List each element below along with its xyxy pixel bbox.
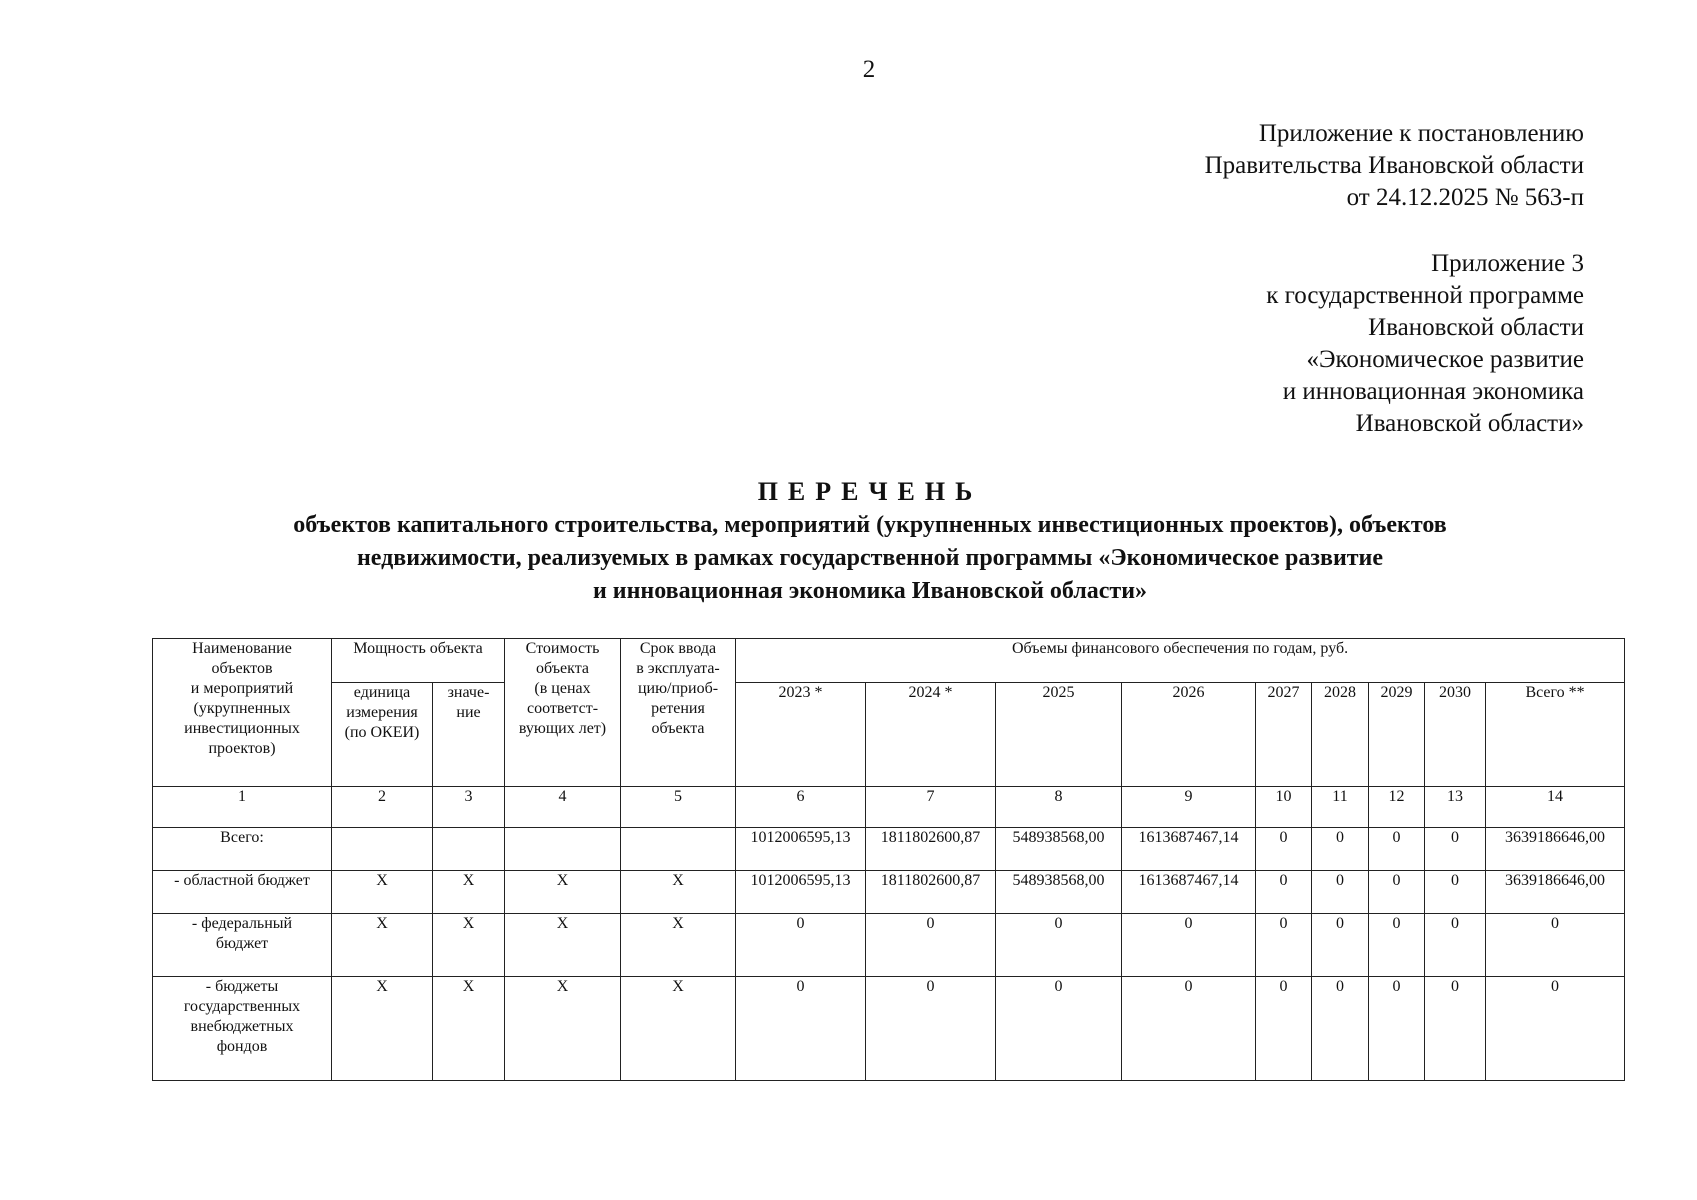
table-row: [153, 977, 1625, 1081]
annex-line: Ивановской области: [1368, 314, 1584, 341]
column-number: 4: [505, 787, 621, 828]
cell-line: Стоимость: [525, 640, 600, 657]
header-value: [433, 683, 505, 787]
table-cell: 0: [1312, 828, 1369, 871]
cell-line: - бюджеты: [205, 978, 279, 995]
cell-line: объекта: [536, 660, 589, 677]
table-row: [153, 871, 1625, 914]
cell-line: бюджет: [215, 935, 269, 952]
cell-line: Всего:: [220, 829, 264, 846]
cell-line: ние: [456, 704, 481, 721]
table-cell: Х: [505, 871, 621, 914]
column-number: 5: [621, 787, 736, 828]
column-number: 14: [1486, 787, 1625, 828]
table-cell: Х: [621, 977, 736, 1081]
title-line: и инновационная экономика Ивановской области»: [592, 578, 1148, 604]
table-cell: 0: [1486, 914, 1625, 977]
table-cell: Х: [332, 871, 433, 914]
header-cost: [505, 639, 621, 787]
table-cell: Х: [621, 914, 736, 977]
table-cell: [621, 828, 736, 871]
row-name: [153, 828, 332, 871]
table-cell: 0: [866, 977, 996, 1081]
table-cell: 0: [1256, 828, 1312, 871]
header-funding: Объемы финансового обеспечения по годам, руб.: [736, 639, 1625, 683]
row-name: [153, 914, 332, 977]
annex-resolution: [1205, 118, 1584, 214]
table-cell: 0: [736, 914, 866, 977]
cell-line: вующих лет): [518, 720, 607, 737]
table-cell: 1811802600,87: [866, 871, 996, 914]
title-line: недвижимости, реализуемых в рамках государственной программы «Экономическое развитие: [356, 545, 1384, 571]
table-cell: 548938568,00: [996, 871, 1122, 914]
cell-line: Наименование: [192, 640, 292, 657]
table-cell: 0: [1122, 914, 1256, 977]
row-name: [153, 871, 332, 914]
header-row: [153, 683, 1625, 787]
document-title: [150, 475, 1590, 608]
annex-line: Приложение к постановлению: [1258, 120, 1584, 147]
table-cell: 0: [1486, 977, 1625, 1081]
table-cell: 0: [1256, 914, 1312, 977]
column-number: 8: [996, 787, 1122, 828]
table-cell: 3639186646,00: [1486, 871, 1625, 914]
table-cell: Х: [505, 914, 621, 977]
table-cell: Х: [433, 977, 505, 1081]
cell-line: объектов: [211, 660, 273, 677]
annex-line: и инновационная экономика: [1282, 378, 1584, 405]
cell-line: объекта: [651, 720, 705, 737]
title-main: ПЕРЕЧЕНЬ: [757, 477, 983, 506]
header-year: 2028: [1312, 683, 1369, 787]
title-subtitle: [150, 509, 1590, 608]
column-number: 9: [1122, 787, 1256, 828]
table-cell: [433, 828, 505, 871]
cell-line: в эксплуата-: [636, 660, 720, 677]
table-cell: 0: [1425, 828, 1486, 871]
page-number: 2: [862, 56, 876, 83]
table-cell: 0: [1312, 977, 1369, 1081]
header-unit: [332, 683, 433, 787]
table-cell: [332, 828, 433, 871]
header-term: [621, 639, 736, 787]
table-cell: 0: [1425, 914, 1486, 977]
column-numbers-row: [153, 787, 1625, 828]
header-year: 2029: [1369, 683, 1425, 787]
table-cell: 548938568,00: [996, 828, 1122, 871]
column-number: 1: [153, 787, 332, 828]
cell-line: (в ценах: [534, 680, 591, 697]
table-cell: 0: [1122, 977, 1256, 1081]
table-cell: 1613687467,14: [1122, 828, 1256, 871]
table-cell: Х: [505, 977, 621, 1081]
table-cell: Х: [621, 871, 736, 914]
column-number: 7: [866, 787, 996, 828]
annex-line: Ивановской области»: [1355, 410, 1584, 437]
cell-line: (по ОКЕИ): [344, 724, 420, 741]
annex-line: от 24.12.2025 № 563-п: [1346, 184, 1584, 211]
row-name: [153, 977, 332, 1081]
cell-line: фондов: [216, 1038, 268, 1055]
cell-line: единица: [353, 684, 411, 701]
cell-line: внебюджетных: [190, 1018, 294, 1035]
column-number: 6: [736, 787, 866, 828]
table-cell: 0: [996, 977, 1122, 1081]
header-year: 2030: [1425, 683, 1486, 787]
table-cell: 0: [866, 914, 996, 977]
table-cell: [505, 828, 621, 871]
table-cell: 0: [1256, 871, 1312, 914]
table-cell: 1012006595,13: [736, 871, 866, 914]
header-year: Всего **: [1486, 683, 1625, 787]
table-cell: 0: [1369, 828, 1425, 871]
table-cell: 0: [1425, 871, 1486, 914]
cell-line: измерения: [346, 704, 418, 721]
table-cell: Х: [332, 977, 433, 1081]
table-cell: 0: [1312, 914, 1369, 977]
table-row: [153, 828, 1625, 871]
table-cell: 0: [996, 914, 1122, 977]
table-cell: 0: [1369, 871, 1425, 914]
header-year: 2027: [1256, 683, 1312, 787]
table-cell: Х: [332, 914, 433, 977]
annex-line: к государственной программе: [1266, 282, 1584, 309]
table-cell: 1613687467,14: [1122, 871, 1256, 914]
column-number: 13: [1425, 787, 1486, 828]
cell-line: и мероприятий: [190, 680, 294, 697]
header-year: 2025: [996, 683, 1122, 787]
cell-line: инвестиционных: [184, 720, 300, 737]
column-number: 11: [1312, 787, 1369, 828]
cell-line: ретения: [651, 700, 705, 717]
table-cell: 0: [1369, 914, 1425, 977]
header-year: 2026: [1122, 683, 1256, 787]
table-cell: 0: [1425, 977, 1486, 1081]
table-cell: Х: [433, 914, 505, 977]
column-number: 2: [332, 787, 433, 828]
table-cell: Х: [433, 871, 505, 914]
cell-line: - областной бюджет: [174, 872, 310, 889]
annex-program: [1266, 248, 1584, 440]
table-cell: 3639186646,00: [1486, 828, 1625, 871]
table-cell: 0: [1312, 871, 1369, 914]
column-number: 3: [433, 787, 505, 828]
header-year: 2023 *: [736, 683, 866, 787]
cell-line: государственных: [183, 998, 301, 1015]
column-number: 12: [1369, 787, 1425, 828]
objects-table: [152, 638, 1625, 1081]
header-year: 2024 *: [866, 683, 996, 787]
cell-line: Срок ввода: [639, 640, 717, 657]
cell-line: (укрупненных: [193, 700, 291, 717]
table-cell: 0: [736, 977, 866, 1081]
table-cell: 0: [1256, 977, 1312, 1081]
cell-line: проектов): [208, 740, 276, 757]
cell-line: значе-: [447, 684, 490, 701]
table-row: [153, 914, 1625, 977]
cell-line: соответст-: [526, 700, 599, 717]
header-row: [153, 639, 1625, 683]
cell-line: - федеральный: [191, 915, 293, 932]
annex-line: «Экономическое развитие: [1306, 346, 1584, 373]
header-capacity: Мощность объекта: [332, 639, 505, 683]
column-number: 10: [1256, 787, 1312, 828]
title-line: объектов капитального строительства, мероприятий (укрупненных инвестиционных проектов), объектов: [293, 512, 1447, 538]
table-cell: 1811802600,87: [866, 828, 996, 871]
table-cell: 1012006595,13: [736, 828, 866, 871]
header-name: [153, 639, 332, 787]
table-cell: 0: [1369, 977, 1425, 1081]
annex-line: Правительства Ивановской области: [1204, 152, 1584, 179]
cell-line: цию/приоб-: [637, 680, 719, 697]
annex-line: Приложение 3: [1431, 250, 1584, 277]
